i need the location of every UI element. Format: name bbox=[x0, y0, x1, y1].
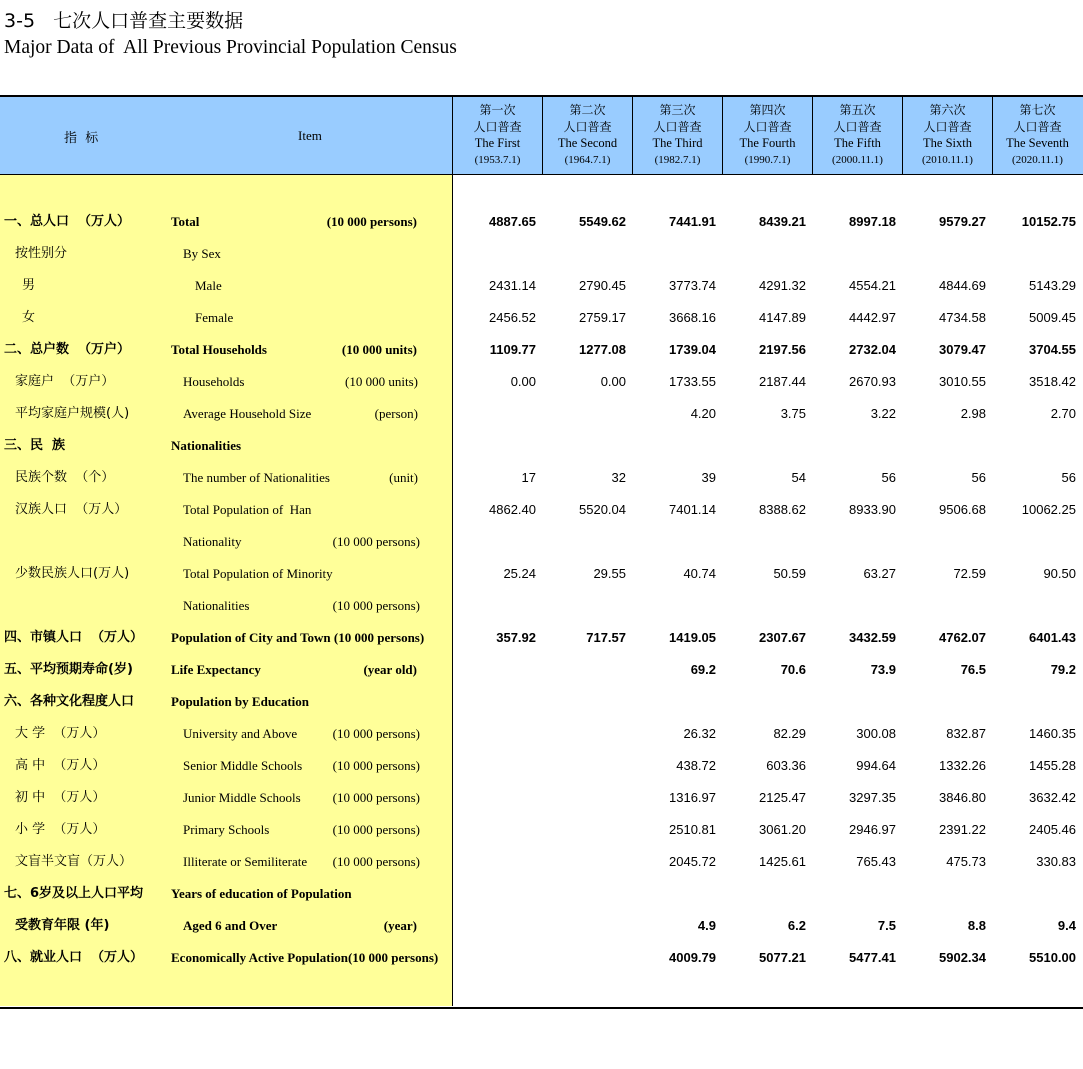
row-value-census-4: 8439.21 bbox=[759, 214, 806, 229]
column-header-cn2: 人口普查 bbox=[653, 119, 702, 134]
row-label-chinese: 二、总户数 （万户） bbox=[4, 342, 131, 357]
row-value-census-6: 56 bbox=[971, 470, 986, 485]
row-value-census-5: 765.43 bbox=[856, 854, 896, 869]
row-unit: (10 000 units) bbox=[341, 342, 417, 357]
column-header-en: The Second bbox=[557, 136, 618, 150]
row-value-census-6: 9506.68 bbox=[939, 502, 986, 517]
table-row bbox=[0, 238, 1083, 270]
row-value-census-3: 2510.81 bbox=[669, 822, 716, 837]
row-value-census-1: 4887.65 bbox=[489, 214, 536, 229]
row-value-census-7: 6401.43 bbox=[1029, 630, 1076, 645]
row-label-chinese: 家庭户 （万户） bbox=[15, 374, 115, 389]
row-unit: (10 000 persons) bbox=[332, 598, 420, 613]
row-value-census-6: 3846.80 bbox=[939, 790, 986, 805]
row-value-census-6: 475.73 bbox=[946, 854, 986, 869]
row-label-english: Nationalities bbox=[183, 598, 250, 613]
row-value-census-2: 5549.62 bbox=[579, 214, 626, 229]
column-header-date: (2020.11.1) bbox=[1012, 153, 1063, 166]
row-value-census-6: 3010.55 bbox=[939, 374, 986, 389]
column-header-date: (1953.7.1) bbox=[474, 153, 521, 166]
row-label-english: Population by Education bbox=[171, 694, 309, 709]
row-label-english: Total bbox=[171, 214, 200, 229]
row-value-census-5: 2732.04 bbox=[849, 342, 896, 357]
row-label-chinese: 受教育年限 (年) bbox=[15, 918, 110, 933]
row-label-english: Life Expectancy bbox=[171, 662, 261, 677]
row-value-census-3: 2045.72 bbox=[669, 854, 716, 869]
row-label-chinese: 男 bbox=[22, 278, 36, 293]
row-value-census-2: 2759.17 bbox=[579, 310, 626, 325]
row-value-census-3: 3668.16 bbox=[669, 310, 716, 325]
row-value-census-7: 79.2 bbox=[1050, 662, 1076, 677]
row-value-census-3: 4.9 bbox=[697, 918, 716, 933]
row-value-census-5: 3432.59 bbox=[849, 630, 896, 645]
row-value-census-6: 8.8 bbox=[967, 918, 986, 933]
row-value-census-5: 2670.93 bbox=[849, 374, 896, 389]
row-value-census-4: 82.29 bbox=[773, 726, 806, 741]
row-value-census-4: 70.6 bbox=[780, 662, 806, 677]
row-label-chinese: 文盲半文盲（万人） bbox=[15, 854, 133, 869]
table-title-english: Major Data of All Previous Provincial Population Census bbox=[4, 37, 457, 58]
row-value-census-5: 3297.35 bbox=[849, 790, 896, 805]
row-value-census-4: 2125.47 bbox=[759, 790, 806, 805]
row-value-census-5: 994.64 bbox=[856, 758, 896, 773]
row-value-census-4: 8388.62 bbox=[759, 502, 806, 517]
row-unit: (10 000 persons) bbox=[332, 758, 420, 773]
column-header-date: (2000.11.1) bbox=[832, 153, 883, 166]
row-value-census-6: 5902.34 bbox=[939, 950, 986, 965]
census-column-header bbox=[542, 97, 632, 174]
column-header-date: (1982.7.1) bbox=[654, 153, 701, 166]
row-value-census-5: 7.5 bbox=[877, 918, 896, 933]
row-label-chinese: 女 bbox=[22, 310, 36, 325]
row-label-chinese: 小 学 （万人） bbox=[15, 822, 106, 837]
row-value-census-4: 5077.21 bbox=[759, 950, 806, 965]
row-unit: (10 000 persons) bbox=[332, 726, 420, 741]
row-label-english: Primary Schools bbox=[183, 822, 270, 837]
table-row bbox=[0, 814, 1083, 846]
table-row bbox=[0, 270, 1083, 302]
row-label-english: Total Population of Minority bbox=[183, 566, 333, 581]
column-header-cn: 第一次 bbox=[479, 103, 516, 117]
row-value-census-3: 4009.79 bbox=[669, 950, 716, 965]
row-value-census-4: 54 bbox=[791, 470, 806, 485]
column-header-date: (1990.7.1) bbox=[744, 153, 791, 166]
row-value-census-4: 3.75 bbox=[780, 406, 806, 421]
row-label-english: Households bbox=[183, 374, 245, 389]
row-value-census-4: 4147.89 bbox=[759, 310, 806, 325]
row-value-census-7: 3632.42 bbox=[1029, 790, 1076, 805]
row-value-census-6: 72.59 bbox=[953, 566, 986, 581]
row-label-chinese: 七、6岁及以上人口平均 bbox=[4, 886, 144, 901]
census-column-header bbox=[992, 97, 1082, 174]
row-value-census-4: 4291.32 bbox=[759, 278, 806, 293]
column-header-cn2: 人口普查 bbox=[833, 119, 882, 134]
column-header-cn: 第五次 bbox=[839, 103, 876, 117]
row-value-census-5: 300.08 bbox=[856, 726, 896, 741]
column-header-cn2: 人口普查 bbox=[923, 119, 972, 134]
row-label-english: The number of Nationalities bbox=[183, 470, 330, 485]
row-value-census-6: 2391.22 bbox=[939, 822, 986, 837]
row-label-english: Nationality bbox=[183, 534, 242, 549]
row-value-census-3: 69.2 bbox=[690, 662, 716, 677]
row-label-english: Aged 6 and Over bbox=[183, 918, 278, 933]
row-value-census-5: 5477.41 bbox=[849, 950, 896, 965]
row-value-census-7: 3518.42 bbox=[1029, 374, 1076, 389]
row-value-census-1: 25.24 bbox=[503, 566, 536, 581]
row-value-census-3: 7401.14 bbox=[669, 502, 716, 517]
row-value-census-4: 50.59 bbox=[773, 566, 806, 581]
row-unit: (10 000 persons) bbox=[332, 790, 420, 805]
row-value-census-5: 4442.97 bbox=[849, 310, 896, 325]
row-value-census-3: 39 bbox=[701, 470, 716, 485]
row-value-census-3: 1733.55 bbox=[669, 374, 716, 389]
row-value-census-5: 8933.90 bbox=[849, 502, 896, 517]
row-value-census-5: 56 bbox=[881, 470, 896, 485]
row-value-census-7: 1455.28 bbox=[1029, 758, 1076, 773]
row-value-census-1: 17 bbox=[521, 470, 536, 485]
table-row bbox=[0, 590, 1083, 622]
row-label-chinese: 六、各种文化程度人口 bbox=[4, 694, 135, 709]
row-value-census-7: 10152.75 bbox=[1021, 214, 1076, 229]
row-value-census-7: 10062.25 bbox=[1021, 502, 1076, 517]
row-unit: (10 000 persons) bbox=[332, 854, 420, 869]
row-value-census-4: 3061.20 bbox=[759, 822, 806, 837]
table-row bbox=[0, 718, 1083, 750]
row-value-census-7: 90.50 bbox=[1043, 566, 1076, 581]
table-row bbox=[0, 878, 1083, 910]
census-table bbox=[0, 95, 1083, 1009]
census-column-header bbox=[452, 97, 542, 174]
row-value-census-3: 26.32 bbox=[683, 726, 716, 741]
row-label-english: Years of education of Population bbox=[171, 886, 352, 901]
table-row bbox=[0, 206, 1083, 238]
row-label-chinese: 平均家庭户规模(人) bbox=[15, 406, 130, 421]
row-value-census-3: 4.20 bbox=[690, 406, 716, 421]
column-header-cn2: 人口普查 bbox=[743, 119, 792, 134]
row-unit: (10 000 persons) bbox=[332, 822, 420, 837]
indicator-header: 指 标 bbox=[64, 131, 99, 146]
row-unit: (year old) bbox=[363, 662, 417, 677]
column-header-en: The Third bbox=[652, 136, 703, 150]
row-value-census-3: 1419.05 bbox=[669, 630, 716, 645]
row-value-census-1: 0.00 bbox=[510, 374, 536, 389]
row-value-census-4: 1425.61 bbox=[759, 854, 806, 869]
table-row bbox=[0, 302, 1083, 334]
row-value-census-4: 2307.67 bbox=[759, 630, 806, 645]
row-value-census-1: 1109.77 bbox=[489, 342, 536, 357]
table-row bbox=[0, 622, 1083, 654]
row-value-census-6: 1332.26 bbox=[939, 758, 986, 773]
column-header-date: (2010.11.1) bbox=[922, 153, 973, 166]
row-value-census-4: 603.36 bbox=[766, 758, 806, 773]
row-unit: (person) bbox=[374, 406, 418, 421]
row-label-chinese: 一、总人口 （万人） bbox=[4, 214, 131, 229]
row-value-census-3: 7441.91 bbox=[669, 214, 716, 229]
table-title-chinese: 3-5 七次人口普查主要数据 bbox=[4, 10, 244, 32]
row-value-census-7: 56 bbox=[1061, 470, 1076, 485]
row-label-english: Average Household Size bbox=[183, 406, 312, 421]
row-value-census-2: 2790.45 bbox=[579, 278, 626, 293]
table-row bbox=[0, 846, 1083, 878]
table-row bbox=[0, 750, 1083, 782]
row-value-census-6: 76.5 bbox=[960, 662, 986, 677]
row-unit: (10 000 persons) bbox=[332, 534, 420, 549]
row-value-census-1: 4862.40 bbox=[489, 502, 536, 517]
row-label-chinese: 五、平均预期寿命(岁) bbox=[4, 662, 133, 677]
table-row bbox=[0, 942, 1083, 974]
column-header-cn: 第七次 bbox=[1019, 103, 1056, 117]
row-label-chinese: 大 学 （万人） bbox=[15, 726, 106, 741]
row-value-census-4: 2187.44 bbox=[759, 374, 806, 389]
row-value-census-6: 4762.07 bbox=[939, 630, 986, 645]
row-value-census-7: 5009.45 bbox=[1029, 310, 1076, 325]
row-value-census-5: 2946.97 bbox=[849, 822, 896, 837]
row-value-census-7: 2405.46 bbox=[1029, 822, 1076, 837]
row-value-census-6: 9579.27 bbox=[939, 214, 986, 229]
column-header-cn: 第四次 bbox=[749, 103, 786, 117]
table-row bbox=[0, 398, 1083, 430]
row-value-census-1: 2431.14 bbox=[489, 278, 536, 293]
row-label-english: Junior Middle Schools bbox=[183, 790, 301, 805]
column-header-en: The Fifth bbox=[834, 136, 881, 150]
row-value-census-2: 1277.08 bbox=[579, 342, 626, 357]
table-row bbox=[0, 654, 1083, 686]
row-value-census-1: 357.92 bbox=[496, 630, 536, 645]
column-header-date: (1964.7.1) bbox=[564, 153, 611, 166]
row-value-census-7: 5510.00 bbox=[1029, 950, 1076, 965]
column-header-cn: 第二次 bbox=[569, 103, 606, 117]
row-label-english: Total Households bbox=[171, 342, 267, 357]
row-value-census-1: 2456.52 bbox=[489, 310, 536, 325]
table-row bbox=[0, 558, 1083, 590]
row-value-census-2: 29.55 bbox=[593, 566, 626, 581]
row-label-chinese: 少数民族人口(万人) bbox=[15, 566, 130, 581]
row-value-census-6: 3079.47 bbox=[939, 342, 986, 357]
census-column-header bbox=[722, 97, 812, 174]
row-value-census-2: 717.57 bbox=[586, 630, 626, 645]
row-value-census-7: 330.83 bbox=[1036, 854, 1076, 869]
row-label-english: Senior Middle Schools bbox=[183, 758, 303, 773]
row-value-census-3: 438.72 bbox=[676, 758, 716, 773]
row-label-english: Illiterate or Semiliterate bbox=[183, 854, 308, 869]
row-value-census-5: 8997.18 bbox=[849, 214, 896, 229]
row-label-chinese: 八、就业人口 （万人） bbox=[4, 950, 144, 965]
row-label-english: Total Population of Han bbox=[183, 502, 312, 517]
row-value-census-3: 40.74 bbox=[683, 566, 716, 581]
row-label-english: Economically Active Population(10 000 persons) bbox=[171, 950, 439, 965]
row-label-english: Nationalities bbox=[171, 438, 242, 453]
census-column-header bbox=[632, 97, 722, 174]
row-value-census-4: 6.2 bbox=[787, 918, 806, 933]
row-value-census-7: 1460.35 bbox=[1029, 726, 1076, 741]
item-header: Item bbox=[298, 128, 322, 143]
row-value-census-5: 4554.21 bbox=[849, 278, 896, 293]
census-column-header bbox=[812, 97, 902, 174]
row-value-census-3: 1739.04 bbox=[669, 342, 716, 357]
table-row bbox=[0, 686, 1083, 718]
census-column-header bbox=[902, 97, 992, 174]
row-unit: (year) bbox=[383, 918, 417, 933]
row-value-census-3: 1316.97 bbox=[669, 790, 716, 805]
column-header-cn: 第六次 bbox=[929, 103, 966, 117]
row-label-chinese: 四、市镇人口 （万人） bbox=[4, 630, 144, 645]
row-label-chinese: 高 中 （万人） bbox=[15, 758, 106, 773]
row-value-census-7: 5143.29 bbox=[1029, 278, 1076, 293]
table-row bbox=[0, 782, 1083, 814]
column-header-en: The Fourth bbox=[739, 136, 796, 150]
row-value-census-6: 4734.58 bbox=[939, 310, 986, 325]
table-row bbox=[0, 430, 1083, 462]
row-value-census-5: 63.27 bbox=[863, 566, 896, 581]
column-header-en: The Sixth bbox=[923, 136, 972, 150]
table-body bbox=[0, 175, 1083, 1006]
row-label-chinese: 按性别分 bbox=[15, 246, 68, 261]
row-label-chinese: 汉族人口 （万人） bbox=[15, 502, 128, 517]
table-header bbox=[0, 97, 1083, 175]
column-header-cn2: 人口普查 bbox=[563, 119, 612, 134]
row-label-english: Population of City and Town (10 000 persons) bbox=[171, 630, 425, 645]
row-value-census-4: 2197.56 bbox=[759, 342, 806, 357]
row-value-census-7: 2.70 bbox=[1050, 406, 1076, 421]
row-label-english: By Sex bbox=[183, 246, 221, 261]
row-label-english: University and Above bbox=[183, 726, 298, 741]
table-row bbox=[0, 494, 1083, 526]
row-value-census-2: 5520.04 bbox=[579, 502, 626, 517]
row-label-chinese: 初 中 （万人） bbox=[15, 790, 106, 805]
row-unit: (10 000 persons) bbox=[326, 214, 417, 229]
row-value-census-5: 3.22 bbox=[870, 406, 896, 421]
table-row bbox=[0, 526, 1083, 558]
table-row bbox=[0, 334, 1083, 366]
row-value-census-5: 73.9 bbox=[870, 662, 896, 677]
row-value-census-7: 9.4 bbox=[1057, 918, 1076, 933]
row-unit: (unit) bbox=[389, 470, 418, 485]
table-row bbox=[0, 366, 1083, 398]
table-row bbox=[0, 910, 1083, 942]
row-value-census-6: 2.98 bbox=[960, 406, 986, 421]
column-header-en: The First bbox=[474, 136, 521, 150]
row-label-chinese: 民族个数 （个） bbox=[15, 470, 115, 485]
row-unit: (10 000 units) bbox=[345, 374, 418, 389]
row-value-census-2: 32 bbox=[611, 470, 626, 485]
row-value-census-3: 3773.74 bbox=[669, 278, 716, 293]
column-header-cn: 第三次 bbox=[659, 103, 696, 117]
row-label-chinese: 三、民 族 bbox=[4, 438, 66, 453]
row-value-census-6: 832.87 bbox=[946, 726, 986, 741]
row-value-census-7: 3704.55 bbox=[1029, 342, 1076, 357]
row-label-english: Female bbox=[195, 310, 234, 325]
column-header-cn2: 人口普查 bbox=[1013, 119, 1062, 134]
row-label-english: Male bbox=[195, 278, 222, 293]
table-row bbox=[0, 462, 1083, 494]
column-header-cn2: 人口普查 bbox=[473, 119, 522, 134]
row-value-census-6: 4844.69 bbox=[939, 278, 986, 293]
column-header-en: The Seventh bbox=[1006, 136, 1069, 150]
row-value-census-2: 0.00 bbox=[600, 374, 626, 389]
